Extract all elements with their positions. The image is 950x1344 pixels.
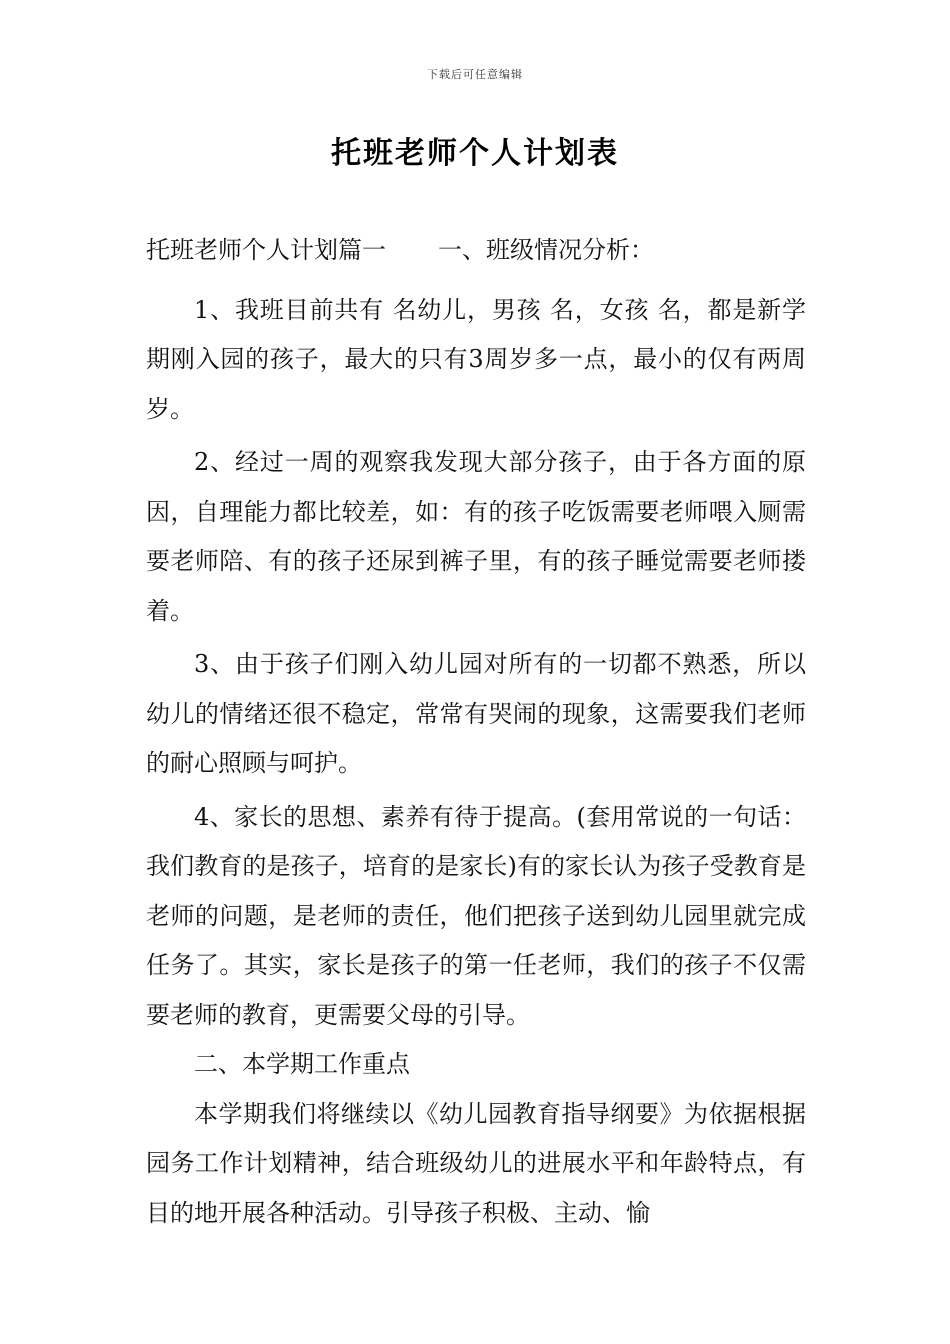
paragraph-2: 2、经过一周的观察我发现大部分孩子，由于各方面的原因，自理能力都比较差，如：有的孩子吃饭需要老师喂入厕需要老师陪、有的孩子还尿到裤子里，有的孩子睡觉需要老师搂着。 — [146, 448, 806, 625]
paragraph-3: 3、由于孩子们刚入幼儿园对所有的一切都不熟悉，所以幼儿的情绪还很不稳定，常常有哭闹的现象，这需要我们老师的耐心照顾与呵护。 — [146, 650, 806, 777]
section-heading-2: 二、本学期工作重点 — [194, 1050, 410, 1078]
document-title: 托班老师个人计划表 — [331, 136, 619, 171]
paragraph-1: 1、我班目前共有 名幼儿，男孩 名，女孩 名，都是新学期刚入园的孩子，最大的只有3周岁多一点，最小的仅有两周岁。 — [146, 295, 806, 423]
section-heading-1: 一、班级情况分析： — [438, 236, 654, 264]
header-note: 下载后可任意编辑 — [427, 68, 523, 81]
paragraph-5: 本学期我们将继续以《幼儿园教育指导纲要》为依据根据园务工作计划精神，结合班级幼儿的进展水平和年龄特点，有目的地开展各种活动。引导孩子积极、主动、愉 — [146, 1099, 806, 1227]
document-body — [146, 226, 806, 1238]
intro-line — [146, 226, 806, 276]
part-label: 托班老师个人计划篇一 — [146, 236, 386, 264]
paragraph-4: 4、家长的思想、素养有待于提高。(套用常说的一句话：我们教育的是孩子，培育的是家长)有的家长认为孩子受教育是老师的问题，是老师的责任，他们把孩子送到幼儿园里就完成任务了。其实，家长是孩子的第一任老师，我们的孩子不仅需要老师的教育，更需要父母的引导。 — [146, 802, 806, 1029]
